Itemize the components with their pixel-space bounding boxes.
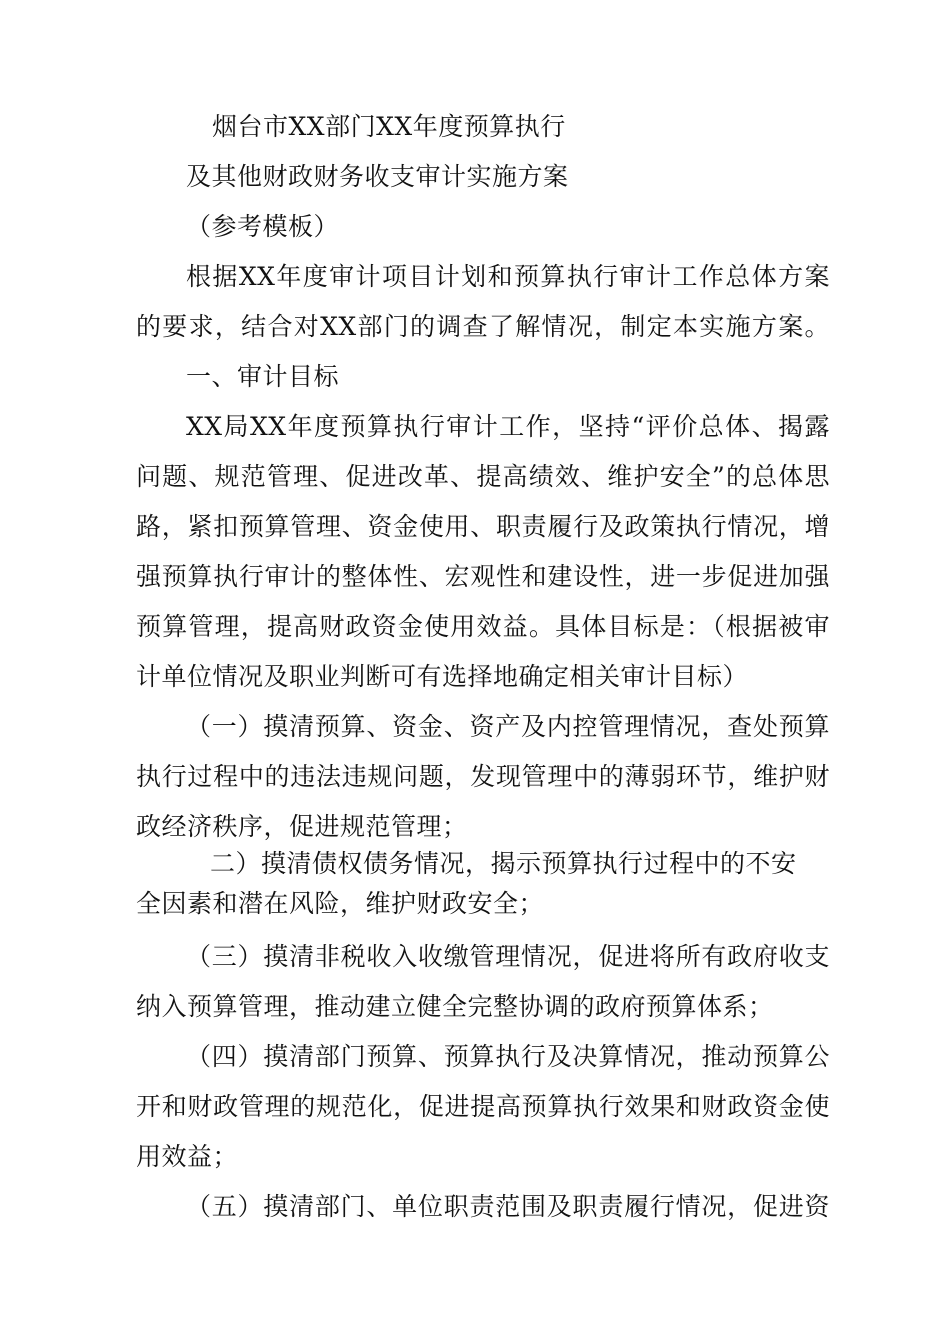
paragraph-line: 问题、规范管理、促进改革、提高绩效、维护安全”的总体思 xyxy=(136,462,830,491)
intro-line: 的要求，结合对XX部门的调查了解情况，制定本实施方案。 xyxy=(136,312,830,341)
paragraph-line: 计单位情况及职业判断可有选择地确定相关审计目标） xyxy=(136,662,749,691)
title-line-1: 烟台市XX部门XX年度预算执行 xyxy=(212,112,566,141)
item-line: （四）摸清部门预算、预算执行及决算情况，推动预算公 xyxy=(186,1042,830,1071)
item-line: （一）摸清预算、资金、资产及内控管理情况，查处预算 xyxy=(186,712,830,741)
paragraph-line: 路，紧扣预算管理、资金使用、职责履行及政策执行情况，增 xyxy=(136,512,830,541)
item-line: 开和财政管理的规范化，促进提高预算执行效果和财政资金使 xyxy=(136,1092,830,1121)
paragraph-line: XX局XX年度预算执行审计工作，坚持“评价总体、揭露 xyxy=(186,412,830,441)
intro-line: 根据XX年度审计项目计划和预算执行审计工作总体方案 xyxy=(186,262,830,291)
title-line-2: 及其他财政财务收支审计实施方案 xyxy=(186,162,569,191)
item-line: （三）摸清非税收入收缴管理情况，促进将所有政府收支 xyxy=(186,942,830,971)
item-line: 纳入预算管理，推动建立健全完整协调的政府预算体系； xyxy=(136,992,774,1021)
item-line: 全因素和潜在风险，维护财政安全； xyxy=(136,889,545,918)
item-line: 用效益； xyxy=(136,1142,239,1171)
section-heading: 一、审计目标 xyxy=(186,362,340,391)
subtitle: （参考模板） xyxy=(186,212,340,241)
paragraph-line: 强预算执行审计的整体性、宏观性和建设性，进一步促进加强 xyxy=(136,562,830,591)
item-line: 执行过程中的违法违规问题，发现管理中的薄弱环节，维护财 xyxy=(136,762,830,791)
item-line: 二）摸清债权债务情况，揭示预算执行过程中的不安 xyxy=(210,849,797,878)
item-line: （五）摸清部门、单位职责范围及职责履行情况，促进资 xyxy=(186,1192,830,1221)
item-line: 政经济秩序，促进规范管理； xyxy=(136,812,468,841)
paragraph-line: 预算管理，提高财政资金使用效益。具体目标是：（根据被审 xyxy=(136,612,830,641)
